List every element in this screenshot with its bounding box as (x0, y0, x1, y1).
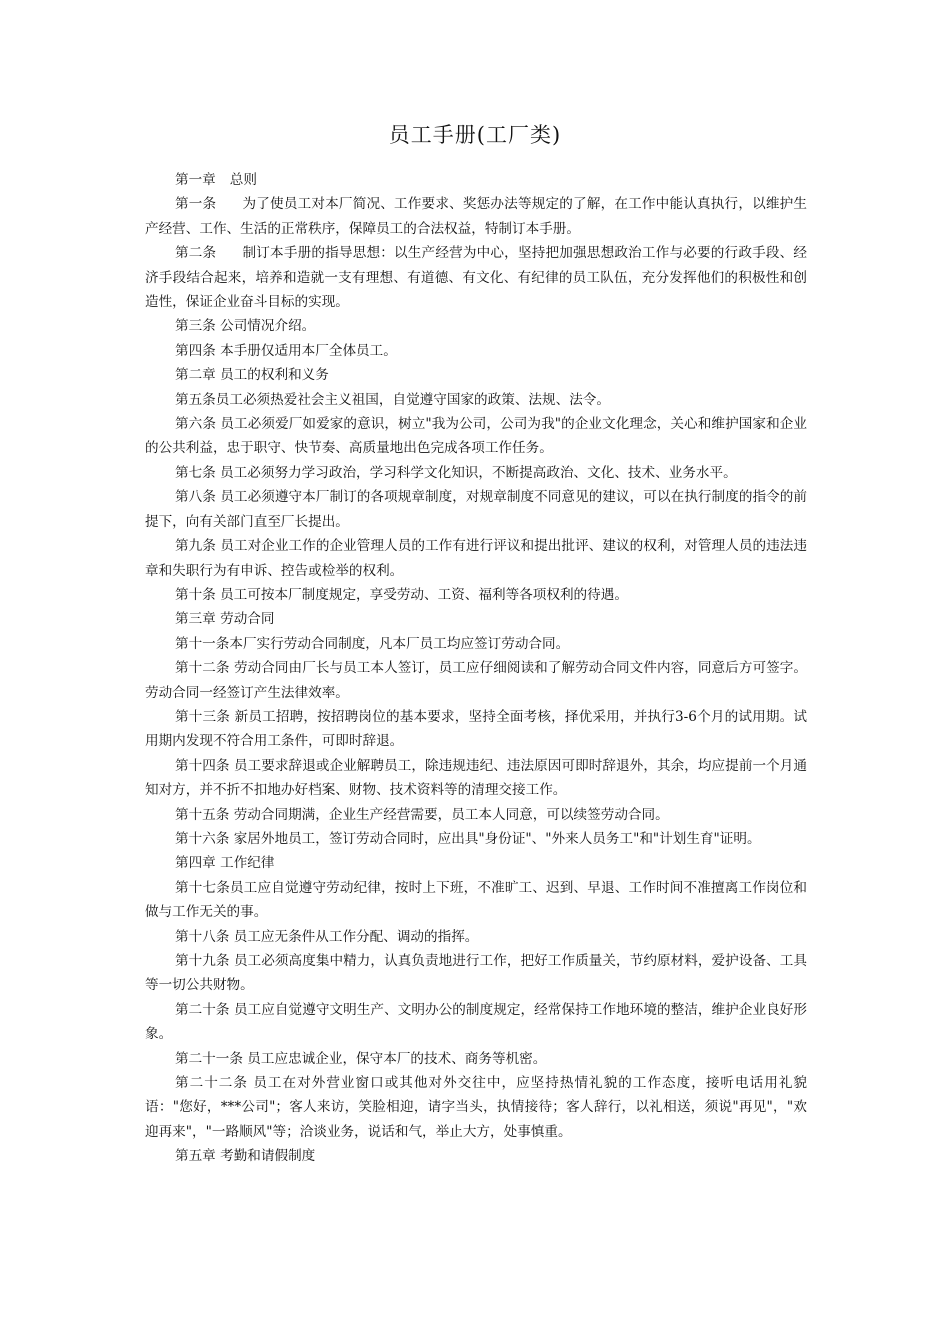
article (145, 192, 807, 241)
article-text: 员工必须热爱社会主义祖国，自觉遵守国家的政策、法规、法令。 (215, 391, 610, 408)
article-label: 第二十二条 (175, 1075, 248, 1092)
chapter-label: 第二章 (175, 367, 216, 384)
article-label: 第七条 (175, 464, 216, 481)
article (145, 632, 807, 656)
article-text: 员工必须爱厂如爱家的意识，树立"我为公司，公司为我"的企业文化理念，关心和维护国家和企业的公共利益，忠于职守、快节奏、高质量地出色完成各项工作任务。 (145, 416, 808, 457)
chapter-label: 第一章 (175, 172, 216, 188)
article-text: 本手册仅适用本厂全体员工。 (220, 342, 397, 359)
article (145, 241, 807, 314)
article-label: 第十七条 (175, 879, 230, 896)
chapter-heading (145, 363, 807, 387)
article (145, 876, 807, 925)
article (145, 339, 807, 363)
article-label: 第十条 (175, 586, 216, 603)
article-text: 员工在对外营业窗口或其他对外交往中，应坚持热情礼貌的工作态度，接听电话用礼貌语："您好，***公司"；客人来访，笑脸相迎，请字当头，执情接待；客人辞行，以礼相送，须说"再见"，"欢迎再来"，"一路顺风"等；洽谈业务，说话和气，举止大方，处事慎重。 (145, 1075, 808, 1140)
chapter-text: 员工的权利和义务 (220, 367, 329, 384)
article-label: 第六条 (175, 416, 217, 433)
article-label: 第十五条 (175, 806, 230, 823)
article (145, 534, 807, 583)
article (145, 803, 807, 827)
article-label: 第十六条 (175, 830, 230, 847)
article-label: 第一条 (175, 196, 217, 213)
article (145, 656, 807, 705)
article (145, 998, 807, 1047)
article-text: 员工必须遵守本厂制订的各项规章制度，对规章制度不同意见的建议，可以在执行制度的指令的前提下，向有关部门直至厂长提出。 (145, 489, 807, 530)
article-text: 员工要求辞退或企业解聘员工，除违规违纪、违法原因可即时辞退外，其余，均应提前一个月通知对方，并不折不扣地办好档案、财物、技术资料等的清理交接工作。 (145, 757, 808, 799)
chapter-label: 第三章 (175, 611, 216, 628)
article-label: 第二条 (175, 245, 217, 262)
article-label: 第十四条 (175, 757, 230, 774)
article (145, 485, 807, 534)
article-text: 员工应无条件从工作分配、调动的指挥。 (233, 928, 479, 945)
article-text: 新员工招聘，按招聘岗位的基本要求，坚持全面考核，择优采用，并执行3-6个月的试用期。试用期内发现不符合用工条件，可即时辞退。 (145, 708, 808, 750)
article-label: 第二十一条 (175, 1050, 243, 1067)
article-text: 员工应忠诚企业，保守本厂的技术、商务等机密。 (247, 1050, 547, 1067)
article (145, 1047, 807, 1071)
article-label: 第十三条 (175, 708, 231, 725)
chapter-heading (145, 851, 807, 875)
article-text: 员工应自觉遵守文明生产、文明办公的制度规定，经常保持工作地环境的整洁，维护企业良好形象。 (145, 1001, 808, 1043)
chapter-heading (145, 1144, 807, 1168)
article-text: 为了使员工对本厂简况、工作要求、奖惩办法等规定的了解，在工作中能认真执行，以维护生产经营、工作、生活的正常秩序，保障员工的合法权益，特制订本手册。 (145, 196, 808, 237)
article-text: 本厂实行劳动合同制度，凡本厂员工均应签订劳动合同。 (229, 635, 570, 652)
chapter-heading (145, 607, 807, 631)
chapter-heading (145, 168, 807, 192)
chapter-label: 第五章 (175, 1148, 216, 1165)
article (145, 388, 807, 412)
chapter-text: 总则 (229, 172, 257, 188)
article-label: 第四条 (175, 342, 216, 359)
chapter-text: 考勤和请假制度 (220, 1148, 316, 1165)
chapter-label: 第四章 (175, 855, 216, 872)
article (145, 705, 807, 754)
article (145, 583, 807, 607)
article (145, 314, 807, 338)
article (145, 754, 807, 803)
article-text: 员工可按本厂制度规定，享受劳动、工资、福利等各项权利的待遇。 (220, 586, 628, 603)
article-label: 第二十条 (175, 1001, 230, 1018)
article-label: 第十九条 (175, 953, 230, 969)
article-text: 劳动合同期满，企业生产经营需要，员工本人同意，可以续签劳动合同。 (233, 806, 669, 823)
chapter-text: 劳动合同 (220, 611, 275, 628)
chapter-text: 工作纪律 (220, 855, 275, 872)
article-label: 第八条 (175, 489, 216, 506)
document-body (145, 168, 807, 1169)
article (145, 461, 807, 485)
article-label: 第五条 (175, 391, 216, 408)
article-text: 制订本手册的指导思想：以生产经营为中心，坚持把加强思想政治工作与必要的行政手段、经济手段结合起来，培养和造就一支有理想、有道德、有文化、有纪律的员工队伍，充分发挥他们的积极性和创造性，保证企业奋斗目标的实现。 (145, 245, 808, 311)
article (145, 827, 807, 851)
article (145, 1071, 807, 1144)
article-label: 第十一条 (175, 635, 230, 652)
article-text: 劳动合同由厂长与员工本人签订，员工应仔细阅读和了解劳动合同文件内容，同意后方可签字。劳动合同一经签订产生法律效率。 (145, 660, 808, 701)
article-label: 第九条 (175, 538, 216, 555)
article (145, 949, 807, 998)
article-text: 家居外地员工，签订劳动合同时，应出具"身份证"、"外来人员务工"和"计划生育"证明。 (233, 830, 761, 847)
article-text: 员工对企业工作的企业管理人员的工作有进行评议和提出批评、建议的权利，对管理人员的违法违章和失职行为有申诉、控告或检举的权利。 (145, 538, 807, 579)
article (145, 925, 807, 949)
document-title: 员工手册(工厂类) (388, 123, 562, 147)
article (145, 412, 807, 461)
article-label: 第十二条 (175, 660, 230, 677)
article-text: 员工必须高度集中精力，认真负责地进行工作，把好工作质量关，节约原材料，爱护设备、工具等一切公共财物。 (145, 953, 808, 994)
article-label: 第三条 (175, 318, 216, 335)
article-label: 第十八条 (175, 928, 230, 945)
article-text: 员工必须努力学习政治，学习科学文化知识，不断提高政治、文化、技术、业务水平。 (220, 464, 737, 481)
article-text: 员工应自觉遵守劳动纪律，按时上下班，不准旷工、迟到、早退、工作时间不准擅离工作岗位和做与工作无关的事。 (145, 879, 808, 921)
article-text: 公司情况介绍。 (220, 318, 316, 335)
